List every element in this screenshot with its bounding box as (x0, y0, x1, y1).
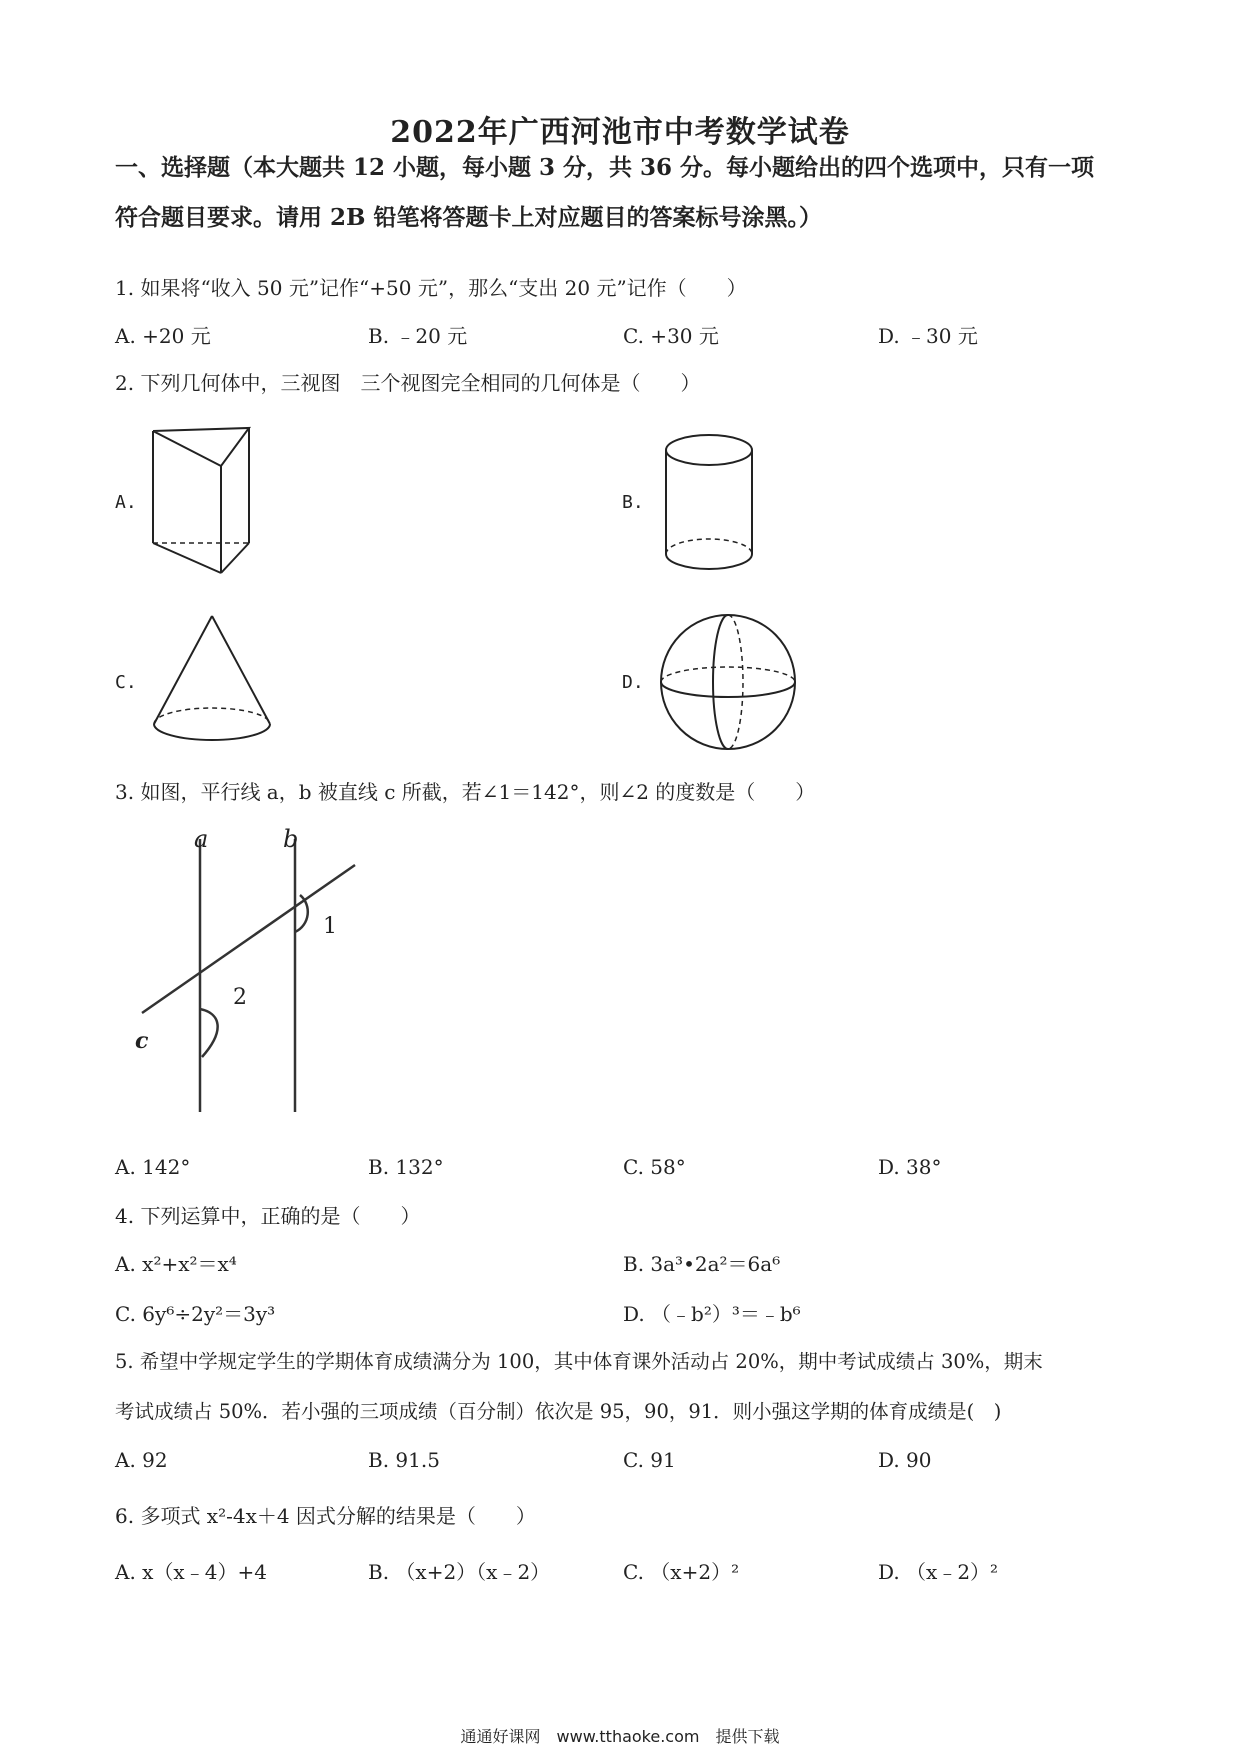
line-c-label: c (135, 1028, 149, 1054)
question-6-stem: 6. 多项式 x²-4x＋4 因式分解的结果是（ ） (115, 1504, 536, 1528)
q6-option-b: B. （x+2）（x﹣2） (368, 1560, 551, 1584)
q2-option-c-label: C. (115, 672, 137, 693)
q1-option-b: B. ﹣20 元 (368, 324, 468, 348)
q1-option-c: C. +30 元 (623, 324, 719, 348)
angle-1-label: 1 (323, 914, 337, 939)
question-2-stem: 2. 下列几何体中，三视图 三个视图完全相同的几何体是（ ） (115, 371, 701, 395)
q3-option-b: B. 132° (368, 1155, 444, 1179)
question-5-stem-line2: 考试成绩占 50%．若小强的三项成绩（百分制）依次是 95，90，91．则小强这学期的体育成绩是( ) (115, 1400, 1002, 1423)
q1-option-a: A. +20 元 (115, 324, 211, 348)
sphere-figure (658, 612, 798, 752)
q4-option-c: C. 6y⁶÷2y²＝3y³ (115, 1302, 276, 1326)
triangular-prism-figure (150, 425, 260, 575)
q6-option-d: D. （x﹣2）² (878, 1560, 999, 1584)
q4-option-d: D. （﹣b²）³＝﹣b⁶ (623, 1302, 801, 1326)
q6-option-c: C. （x+2）² (623, 1560, 740, 1584)
cone-figure (150, 612, 275, 747)
question-3-stem: 3. 如图，平行线 a，b 被直线 c 所截，若∠1＝142°，则∠2 的度数是（ ） (115, 780, 816, 804)
angle-2-label: 2 (233, 985, 247, 1010)
q4-option-b: B. 3a³•2a²＝6a⁶ (623, 1252, 781, 1276)
question-1-stem: 1. 如果将“收入 50 元”记作“+50 元”，那么“支出 20 元”记作（ ） (115, 276, 747, 300)
q5-option-c: C. 91 (623, 1448, 676, 1472)
q1-option-d: D. ﹣30 元 (878, 324, 978, 348)
q2-option-d-label: D. (622, 672, 644, 693)
q5-option-d: D. 90 (878, 1448, 932, 1472)
question-4-stem: 4. 下列运算中，正确的是（ ） (115, 1204, 421, 1228)
page-title: 2022年广西河池市中考数学试卷 (390, 115, 850, 150)
q3-option-d: D. 38° (878, 1155, 942, 1179)
q5-option-a: A. 92 (115, 1448, 168, 1472)
line-b-label: b (283, 825, 299, 853)
section-heading-line1: 一、选择题（本大题共 12 小题，每小题 3 分，共 36 分。每小题给出的四个选项中，只有一项 (115, 154, 1095, 181)
q5-option-b: B. 91.5 (368, 1448, 440, 1472)
question-5-stem-line1: 5. 希望中学规定学生的学期体育成绩满分为 100，其中体育课外活动占 20%，期中考试成绩占 30%，期末 (115, 1350, 1043, 1373)
line-a-label: a (194, 825, 209, 853)
q2-option-b-label: B. (622, 492, 644, 513)
q6-option-a: A. x（x﹣4）+4 (115, 1560, 267, 1584)
footer-source: 通通好课网 www.tthaoke.com 提供下载 (460, 1727, 780, 1746)
section-heading-line2: 符合题目要求。请用 2B 铅笔将答题卡上对应题目的答案标号涂黑。） (115, 204, 822, 231)
parallel-lines-figure (130, 825, 370, 1115)
cylinder-figure (662, 432, 757, 572)
q3-option-a: A. 142° (115, 1155, 191, 1179)
q2-option-a-label: A. (115, 492, 137, 513)
q3-option-c: C. 58° (623, 1155, 686, 1179)
q4-option-a: A. x²+x²＝x⁴ (115, 1252, 237, 1276)
